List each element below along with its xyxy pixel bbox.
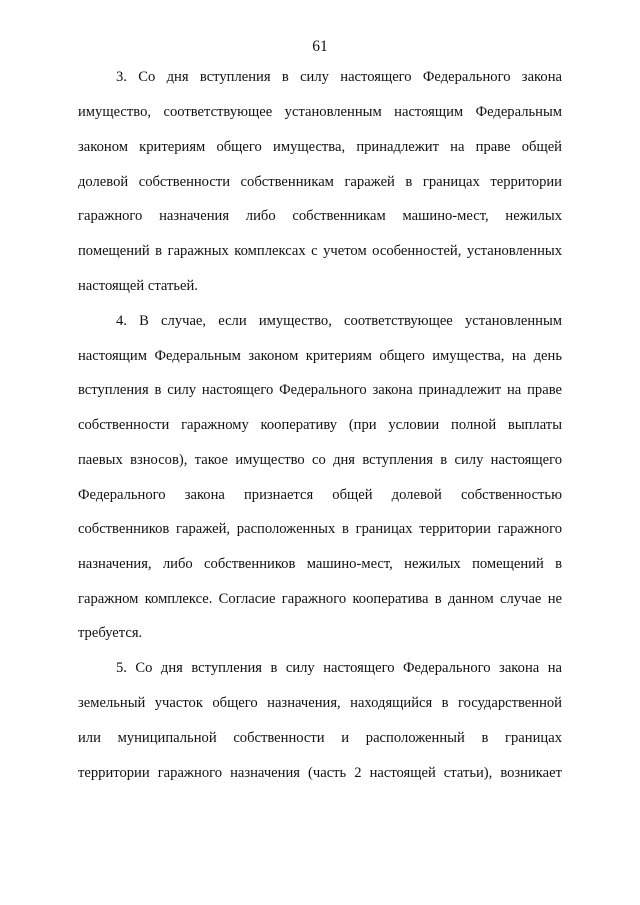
text-line: имущество, соответствующее установленным настоящим Федеральным <box>78 104 562 120</box>
text-line: земельный участок общего назначения, находящийся в государственной <box>78 695 562 711</box>
page-number: 61 <box>312 38 328 55</box>
text-line: 3. Со дня вступления в силу настоящего Федерального закона <box>116 69 562 85</box>
text-line: назначения, либо собственников машино-мест, нежилых помещений в <box>78 556 562 572</box>
text-line: собственности гаражному кооперативу (при условии полной выплаты <box>78 417 562 433</box>
text-line: гаражном комплексе. Согласие гаражного кооператива в данном случае не <box>78 591 562 607</box>
text-line: помещений в гаражных комплексах с учетом особенностей, установленных <box>78 243 562 259</box>
text-line: собственников гаражей, расположенных в границах территории гаражного <box>78 521 562 537</box>
text-line: требуется. <box>78 625 143 641</box>
text-line: вступления в силу настоящего Федерального закона принадлежит на праве <box>78 382 562 398</box>
text-line: настоящим Федеральным законом критериям общего имущества, на день <box>78 348 562 364</box>
text-line: настоящей статьей. <box>78 278 198 294</box>
text-line: законом критериям общего имущества, принадлежит на праве общей <box>78 139 562 155</box>
text-line: гаражного назначения либо собственникам машино-мест, нежилых <box>78 208 562 224</box>
text-line: 4. В случае, если имущество, соответствующее установленным <box>116 313 562 329</box>
text-line: или муниципальной собственности и расположенный в границах <box>78 730 562 746</box>
text-line: паевых взносов), такое имущество со дня вступления в силу настоящего <box>78 452 562 468</box>
text-line: долевой собственности собственникам гаражей в границах территории <box>78 174 562 190</box>
text-line: территории гаражного назначения (часть 2 настоящей статьи), возникает <box>78 765 562 781</box>
text-line: 5. Со дня вступления в силу настоящего Федерального закона на <box>116 660 562 676</box>
text-line: Федерального закона признается общей долевой собственностью <box>78 487 562 503</box>
